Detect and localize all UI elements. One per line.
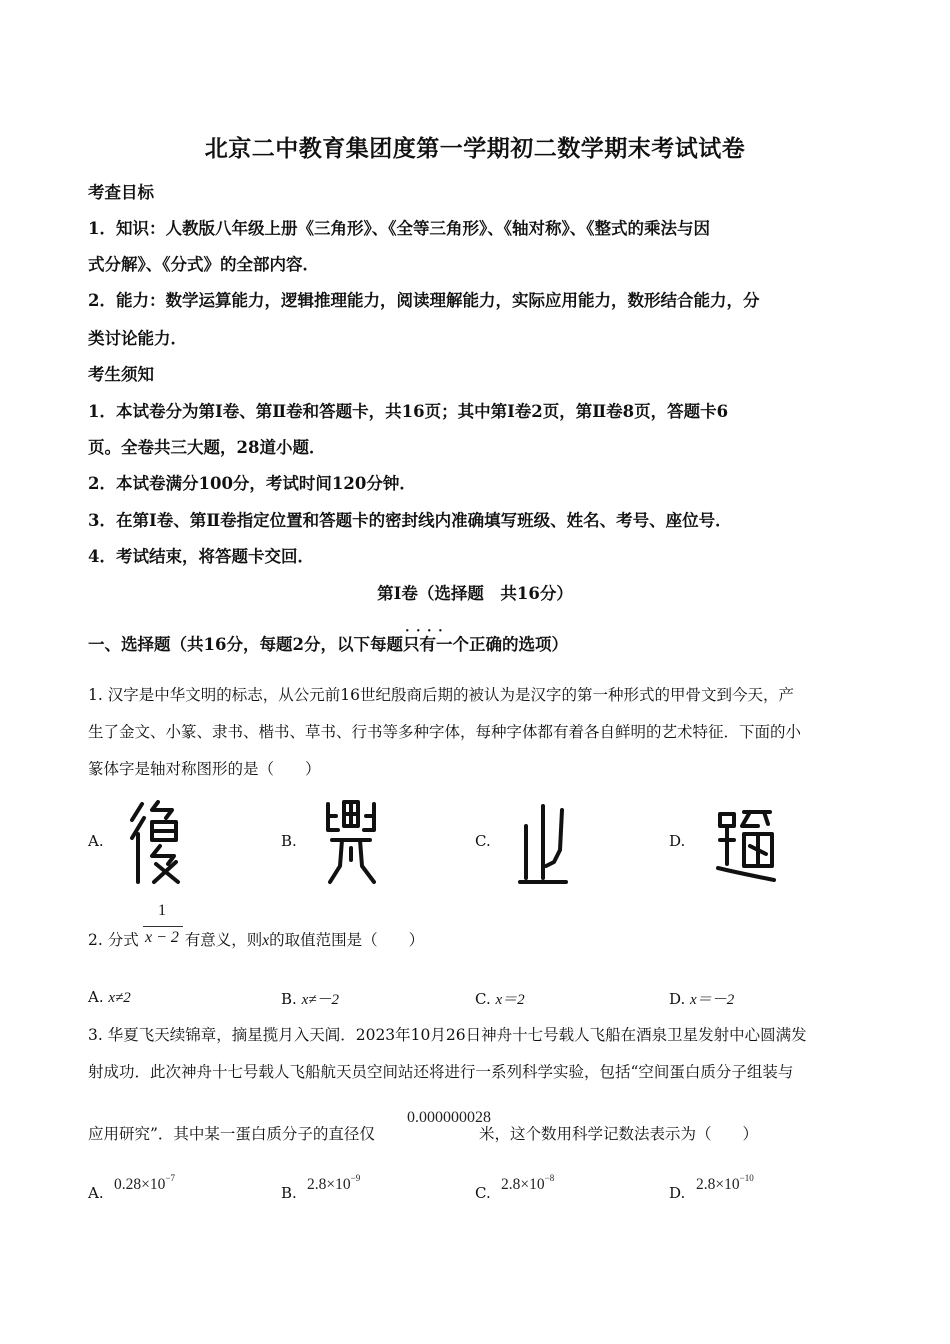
section-heading-pre: 一、选择题（共16分，每题2分，以下每题: [88, 635, 403, 654]
q2-option-b-value: x≠－2: [301, 992, 339, 1008]
q3-line-1: 3. 华夏飞天续锦章，摘星揽月入天阊．2023年10月26日神舟十七号载人飞船在酒泉卫星发射中心圆满发: [88, 1026, 807, 1044]
q2-option-c-label: C.: [475, 990, 491, 1008]
q1-line-1: 1. 汉字是中华文明的标志，从公元前16世纪殷商后期的被认为是汉字的第一种形式的甲骨文到今天，产: [88, 686, 794, 704]
q2-fraction-bar: [143, 926, 183, 927]
q2-option-a: [88, 988, 131, 1007]
q2-option-a-value: x≠2: [108, 990, 131, 1006]
q1-option-b-label: B.: [281, 832, 297, 850]
notice-item-3: 3．在第Ⅰ卷、第Ⅱ卷指定位置和答题卡的密封线内准确填写班级、姓名、考号、座位号．: [88, 511, 732, 530]
q2-fraction-numerator: 1: [158, 902, 166, 919]
q2-text: [88, 929, 424, 952]
goals-item-2-line-1: 2．能力：数学运算能力，逻辑推理能力，阅读理解能力，实际应用能力，数形结合能力，分: [88, 291, 760, 310]
notice-item-1-line-2: 页。全卷共三大题，28道小题．: [88, 438, 326, 457]
q3-option-a-base: 0.28×10: [114, 1176, 166, 1193]
q3-option-a-exponent: −7: [165, 1173, 175, 1183]
q2-option-d-value: x＝－2: [690, 992, 735, 1008]
q2-option-b: [281, 988, 339, 1009]
q2-variable: x: [262, 932, 270, 949]
q3-option-a-value: [114, 1173, 175, 1194]
part1-title: 第Ⅰ卷（选择题 共16分）: [377, 584, 573, 603]
goals-item-1-line-2: 式分解》、《分式》的全部内容．: [88, 255, 319, 274]
q1-line-2: 生了金文、小篆、隶书、楷书、草书、行书等多种字体，每种字体都有着各自鲜明的艺术特征．下面的小: [88, 723, 802, 741]
q3-option-c-label: C.: [475, 1184, 491, 1202]
q2-option-d-label: D.: [669, 990, 686, 1008]
seal-glyph-c-image: [516, 800, 570, 888]
q3-option-c-exponent: −8: [544, 1173, 555, 1183]
q3-number: 0.000000028: [407, 1109, 491, 1126]
q2-option-a-label: A.: [88, 988, 104, 1006]
q3-option-c-value: [501, 1173, 554, 1194]
q3-option-b-value: [307, 1173, 360, 1194]
q3-option-d-base: 2.8×10: [696, 1176, 740, 1193]
q3-option-b-exponent: −9: [350, 1173, 361, 1183]
goals-item-2-line-2: 类讨论能力．: [88, 329, 187, 348]
q2-option-b-label: B.: [281, 990, 297, 1008]
notice-item-4: 4．考试结束，将答题卡交回．: [88, 547, 314, 566]
q2-option-c-value: x＝2: [495, 992, 525, 1008]
q2-middle: 有意义，则: [184, 931, 263, 949]
notice-item-1-line-1: 1．本试卷分为第Ⅰ卷、第Ⅱ卷和答题卡，共16页；其中第Ⅰ卷2页，第Ⅱ卷8页，答题卡6: [88, 402, 729, 421]
q1-option-c-label: C.: [475, 832, 491, 850]
q3-option-d-exponent: −10: [739, 1173, 754, 1183]
seal-glyph-d-image: [714, 806, 778, 886]
q3-line-3-post: 米，这个数用科学记数法表示为（ ）: [478, 1125, 758, 1143]
q3-line-3-pre: 应用研究”．其中某一蛋白质分子的直径仅: [88, 1125, 375, 1143]
page-title: 北京二中教育集团度第一学期初二数学期末考试试卷: [204, 135, 746, 162]
goals-item-1-line-1: 1．知识：人教版八年级上册《三角形》、《全等三角形》、《轴对称》、《整式的乘法与因: [88, 219, 710, 238]
q2-option-c: [475, 988, 525, 1009]
seal-glyph-b-image: [322, 796, 380, 886]
q2-fraction-denominator: x − 2: [145, 929, 179, 946]
q3-option-b-label: B.: [281, 1184, 297, 1202]
q3-line-2: 射成功．此次神舟十七号载人飞船航天员空间站还将进行一系列科学实验，包括“空间蛋白质分子组装与: [88, 1063, 794, 1081]
q1-line-3: 篆体字是轴对称图形的是（ ）: [88, 760, 321, 778]
q2-prefix: 2. 分式: [88, 931, 139, 949]
q3-option-c-base: 2.8×10: [501, 1176, 545, 1193]
section-heading-emphasis: · · · · 只有一个: [403, 634, 469, 656]
q2-option-d: [669, 988, 734, 1009]
q3-option-d-value: [696, 1173, 754, 1194]
q3-option-d-label: D.: [669, 1184, 686, 1202]
q1-option-a-label: A.: [88, 832, 104, 850]
q2-suffix: 的取值范围是（ ）: [269, 931, 425, 949]
seal-glyph-a-image: [126, 798, 184, 886]
notice-heading: 考生须知: [88, 365, 154, 384]
section-heading-post: 正确的选项）: [468, 635, 568, 654]
goals-heading: 考查目标: [88, 183, 154, 202]
q3-option-b-base: 2.8×10: [307, 1176, 351, 1193]
q1-option-d-label: D.: [669, 832, 686, 850]
notice-item-2: 2．本试卷满分100分，考试时间120分钟．: [88, 474, 416, 493]
section-heading: [88, 634, 568, 656]
q3-option-a-label: A.: [88, 1184, 104, 1202]
